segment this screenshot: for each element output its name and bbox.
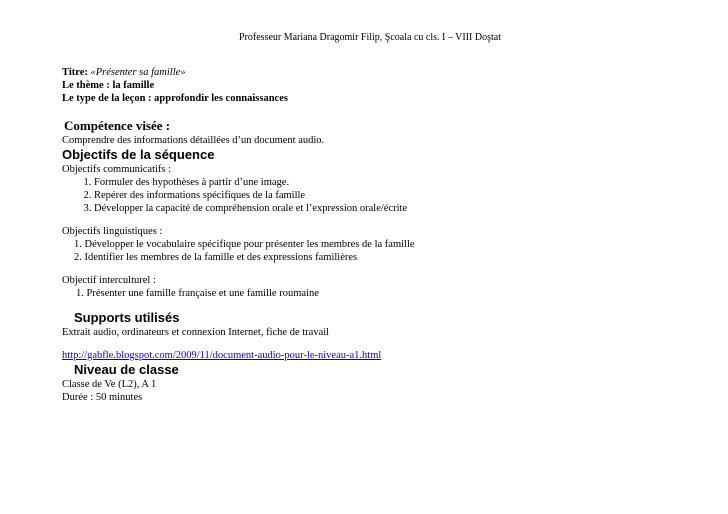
class-level-heading: Niveau de classe	[74, 362, 179, 377]
linguistic-objectives-label: Objectifs linguistiques :	[62, 226, 163, 237]
communicative-objectives-label: Objectifs communicatifs :	[62, 164, 172, 175]
competence-text: Comprendre des informations détaillées d’un document audio.	[62, 135, 325, 146]
header-text: Professeur Mariana Dragomir Filip, Şcoala cu cls. I – VIII Doştat	[239, 32, 501, 43]
page-header	[0, 32, 728, 44]
title-value: «Présenter sa famille»	[90, 67, 186, 78]
lesson-type-line: Le type de la leçon : approfondir les connaissances	[62, 93, 288, 104]
title-line	[62, 66, 702, 79]
list-item: 2. Identifier les membres de la famille et des expressions familières	[74, 252, 358, 263]
duration-text: Durée : 50 minutes	[62, 392, 143, 403]
communicative-objectives-list	[62, 176, 702, 215]
list-item: 1. Formuler des hypothèses à partir d’une image.	[94, 176, 702, 189]
class-level-text: Classe de Ve (L2), A 1	[62, 379, 157, 390]
lesson-plan-body	[62, 66, 702, 404]
competence-heading: Compétence visée :	[64, 118, 171, 133]
intercultural-objective-label: Objectif interculturel :	[62, 275, 156, 286]
resource-link-line	[62, 349, 702, 362]
theme-line: Le thème : la famille	[62, 80, 155, 91]
list-item: 3. Développer la capacité de compréhension orale et l’expression orale/écrite	[94, 202, 702, 215]
list-item: 2. Repérer des informations spécifiques de la famille	[94, 189, 702, 202]
supports-text: Extrait audio, ordinateurs et connexion Internet, fiche de travail	[62, 327, 330, 338]
list-item: 1. Présenter une famille française et une famille roumaine	[76, 288, 319, 299]
objectives-heading: Objectifs de la séquence	[62, 147, 215, 162]
supports-heading: Supports utilisés	[74, 310, 180, 325]
title-label: Titre:	[62, 67, 88, 78]
resource-link[interactable]: http://gabfle.blogspot.com/2009/11/document-audio-pour-le-niveau-a1.html	[62, 350, 382, 361]
list-item: 1. Développer le vocabulaire spécifique pour présenter les membres de la famille	[74, 239, 415, 250]
